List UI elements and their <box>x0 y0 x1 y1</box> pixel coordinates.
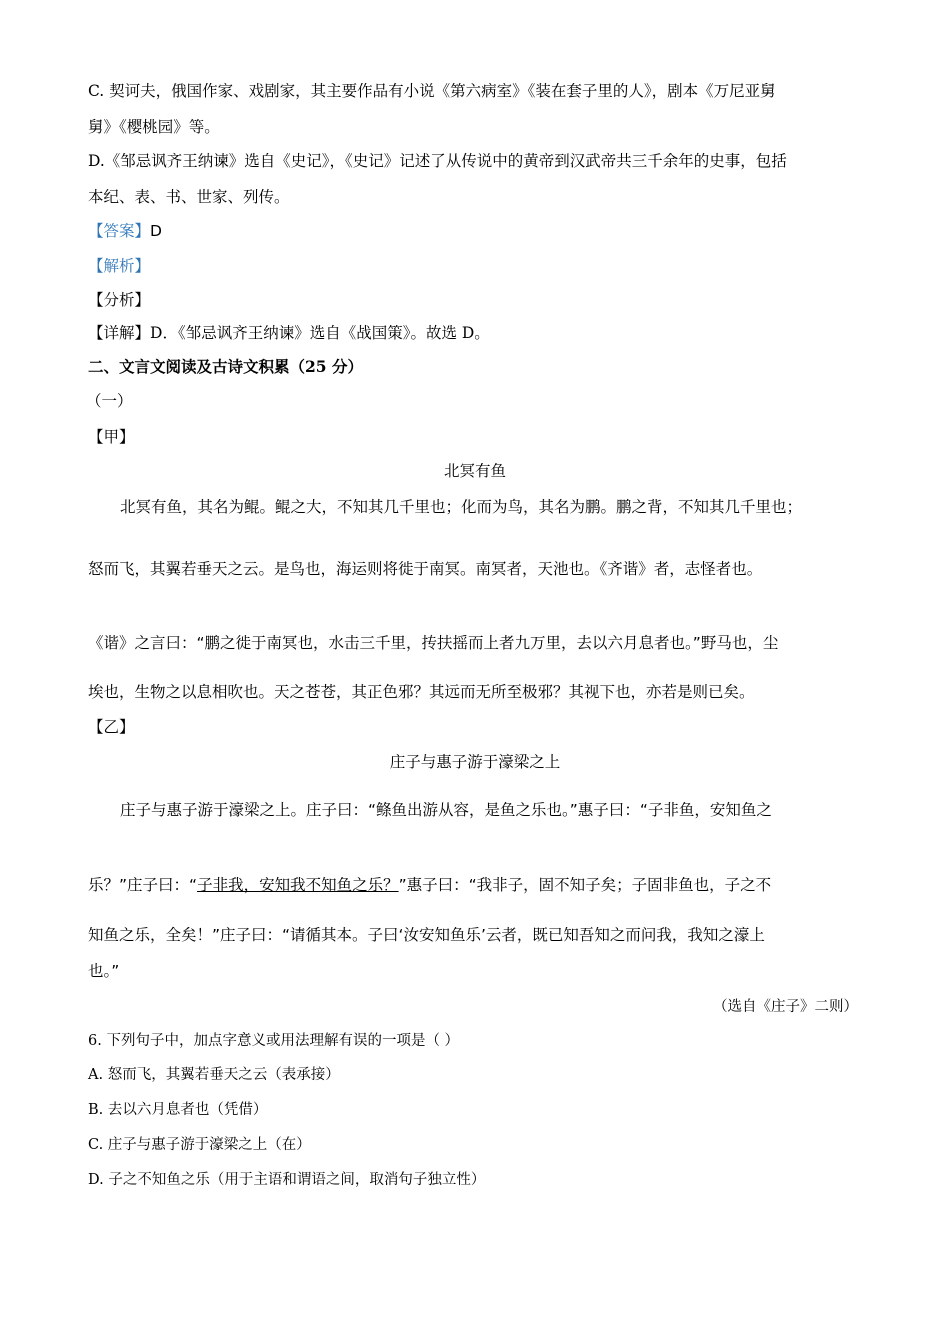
jia-line-4: 埃也，生物之以息相吹也。天之苍苍，其正色邪？其远而无所至极邪？其视下也，亦若是则已矣。 <box>88 683 755 701</box>
yi-line-2-post: ”惠子曰：“我非子，固不知子矣；子固非鱼也，子之不 <box>398 876 772 894</box>
answer-line <box>88 220 162 242</box>
jia-line-3: 《谐》之言曰：“鹏之徙于南冥也，水击三千里，抟扶摇而上者九万里，去以六月息者也。”野马也，尘 <box>88 634 779 652</box>
yi-title: 庄子与惠子游于濠梁之上 <box>389 753 561 771</box>
option-d-line2: 本纪、表、书、世家、列传。 <box>88 188 290 206</box>
jia-line-1: 北冥有鱼，其名为鲲。鲲之大，不知其几千里也；化而为鸟，其名为鹏。鹏之背，不知其几千里也； <box>120 498 803 516</box>
source-note: （选自《庄子》二则） <box>713 999 858 1015</box>
analysis-tag: 【解析】 <box>88 257 151 275</box>
answer-value: D <box>150 222 162 240</box>
question-6-option-c: C. 庄子与惠子游于濠梁之上（在） <box>88 1137 311 1153</box>
question-6-option-d: D. 子之不知鱼之乐（用于主语和谓语之间，取消句子独立性） <box>88 1172 486 1188</box>
yi-underlined-sentence: 子非我，安知我不知鱼之乐？ <box>197 876 399 894</box>
section-title: 二、文言文阅读及古诗文积累（25 分） <box>88 357 363 376</box>
fenxi-tag: 【分析】 <box>88 291 151 309</box>
detail-line <box>88 322 490 344</box>
yi-line-4: 也。” <box>88 962 120 980</box>
answer-tag: 【答案】 <box>88 222 151 240</box>
jia-tag: 【甲】 <box>88 428 135 446</box>
jia-line-2: 怒而飞，其翼若垂天之云。是鸟也，海运则将徙于南冥。南冥者，天池也。《齐谐》者，志怪者也。 <box>88 560 763 578</box>
yi-line-3: 知鱼之乐，全矣！”庄子曰：“请循其本。子曰‘汝安知鱼乐’云者，既已知吾知之而问我，我知之濠上 <box>88 926 765 944</box>
section-subtitle: （一） <box>86 392 133 410</box>
option-c-line2: 舅》《樱桃园》等。 <box>88 118 220 136</box>
question-6-option-a: A. 怒而飞，其翼若垂天之云（表承接） <box>88 1067 340 1083</box>
yi-tag: 【乙】 <box>88 718 135 736</box>
yi-line-1: 庄子与惠子游于濠梁之上。庄子曰：“鲦鱼出游从容，是鱼之乐也。”惠子曰：“子非鱼，安知鱼之 <box>120 801 772 819</box>
option-d-line1: D.《邹忌讽齐王纳谏》选自《史记》，《史记》记述了从传说中的黄帝到汉武帝共三千余年的史事，包括 <box>88 152 787 170</box>
detail-text: D．《邹忌讽齐王纳谏》选自《战国策》。故选 D。 <box>150 324 490 342</box>
jia-title: 北冥有鱼 <box>443 462 506 480</box>
option-c-line1: C. 契诃夫，俄国作家、戏剧家，其主要作品有小说《第六病室》《装在套子里的人》，剧本《万尼亚舅 <box>88 82 776 100</box>
yi-line-2 <box>88 874 771 896</box>
yi-line-2-pre: 乐？”庄子曰：“ <box>88 876 198 894</box>
question-6-stem: 6. 下列句子中，加点字意义或用法理解有误的一项是（ ） <box>88 1033 460 1049</box>
detail-tag: 【详解】 <box>88 324 151 342</box>
question-6-option-b: B. 去以六月息者也（凭借） <box>88 1102 268 1118</box>
